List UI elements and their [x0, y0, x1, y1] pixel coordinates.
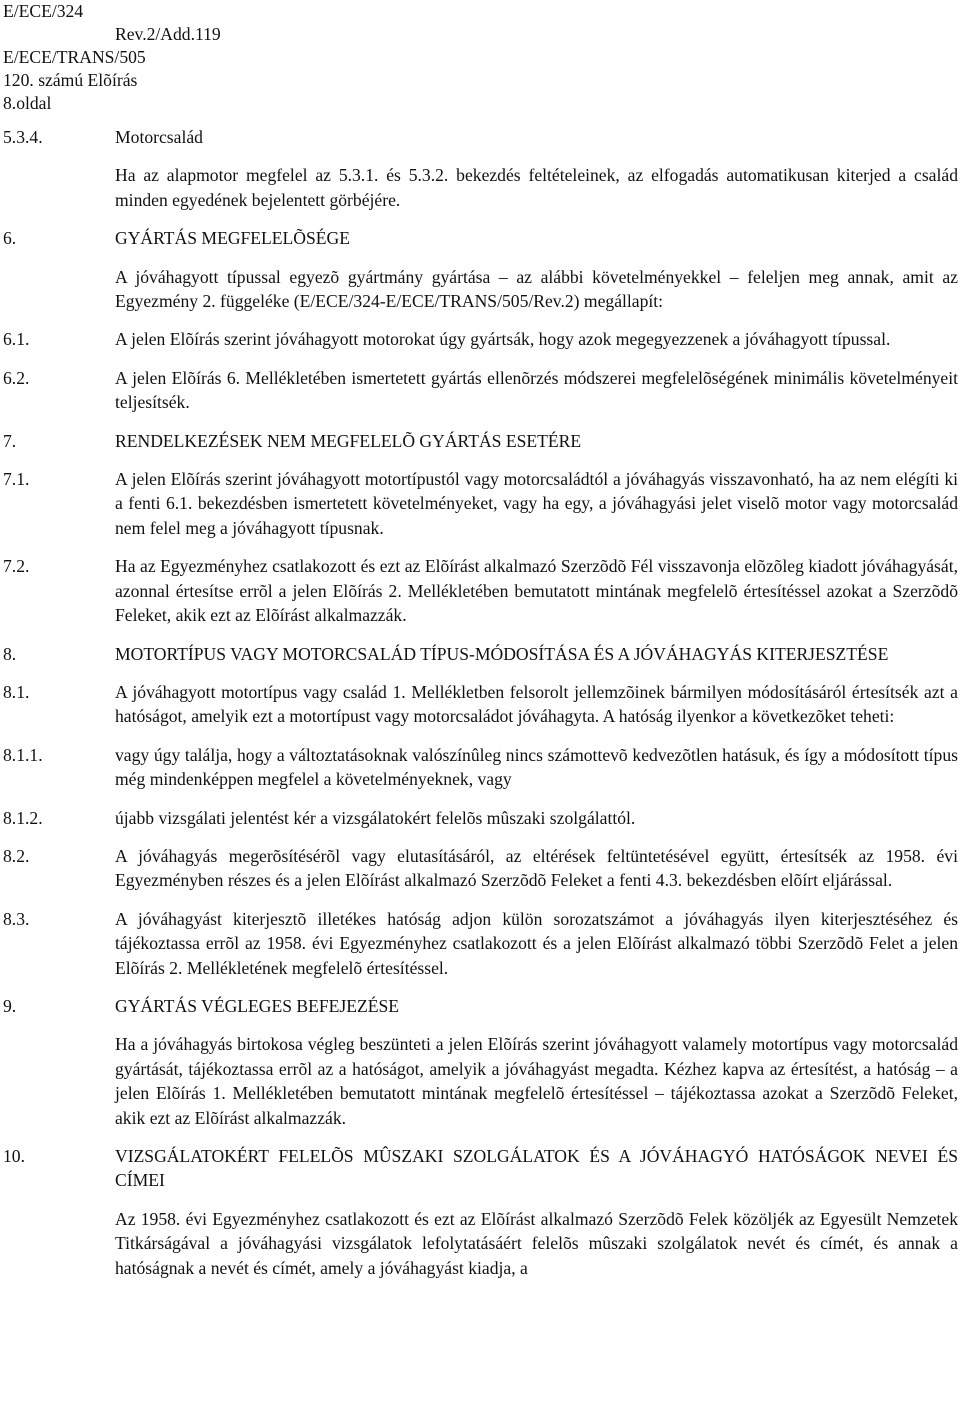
section-text: A jelen Elõírás 6. Mellékletében ismertetett gyártás ellenõrzés módszerei megfelelõségének minimális követelményeit teljesítsék.: [115, 367, 958, 413]
section-5-3-4-heading: [3, 125, 958, 149]
section-number: 6.: [3, 228, 17, 249]
section-6-heading: [3, 226, 958, 250]
section-number: 8.1.1.: [3, 744, 43, 765]
header-trans-symbol: E/ECE/TRANS/505: [3, 47, 146, 67]
section-6-2: [3, 366, 958, 415]
section-text: A jelen Elõírás szerint jóváhagyott motorokat úgy gyártsák, hogy azok megegyezzenek a jóváhagyott típussal.: [115, 329, 891, 350]
section-6-paragraph: A jóváhagyott típussal egyezõ gyártmány gyártása – az alábbi követelményekkel – feleljen meg annak, amit az Egyezmény 2. függeléke (E/ECE/324-E/ECE/TRANS/505/Rev.2) megállapít:: [115, 266, 958, 312]
section-number: 6.1.: [3, 329, 30, 350]
section-8-heading: [3, 642, 958, 666]
section-number: 9.: [3, 995, 17, 1016]
section-number: 7.1.: [3, 469, 30, 490]
section-title: GYÁRTÁS VÉGLEGES BEFEJEZÉSE: [115, 995, 400, 1016]
section-7-1: [3, 467, 958, 540]
section-10-paragraph: Az 1958. évi Egyezményhez csatlakozott és ezt az Elõírást alkalmazó Szerzõdõ Felek közöljék az Egyesült Nemzetek Titkárságával a jóváhagyási vizsgálatok lefolytatásáért felelõs mûszaki szolgálatok nevét és címét, és annak a hatóságnak a nevét és címét, amely a jóváhagyást kiadja, a: [115, 1208, 958, 1278]
header-regulation-number: 120. számú Elõírás: [3, 70, 138, 90]
section-6-1: [3, 327, 958, 351]
section-8-1-1: [3, 743, 958, 792]
document-header: [3, 0, 403, 115]
section-number: 6.2.: [3, 367, 30, 388]
document-body: [3, 125, 958, 1280]
section-8-1-2: [3, 806, 958, 830]
section-text: A jelen Elõírás szerint jóváhagyott motortípustól vagy motorcsaládtól a jóváhagyás visszavonható, ha az nem elégíti ki a fenti 6.1. bekezdésben ismertetett követelményeket, vagy ha egy, a jóváhagyási jelet viselõ motor vagy motorcsalád nem felel meg a jóváhagyott típusnak.: [115, 469, 958, 538]
section-title: GYÁRTÁS MEGFELELÕSÉGE: [115, 228, 350, 249]
header-symbol: E/ECE/324: [3, 1, 84, 21]
section-5-3-4-paragraph: Ha az alapmotor megfelel az 5.3.1. és 5.3.2. bekezdés feltételeinek, az elfogadás automatikusan kiterjed a család minden egyedének bejelentett görbéjére.: [115, 165, 958, 210]
section-9-heading: [3, 994, 958, 1018]
section-number: 10.: [3, 1146, 25, 1166]
section-8-2: [3, 844, 958, 893]
section-number: 7.: [3, 430, 17, 451]
section-text: újabb vizsgálati jelentést kér a vizsgálatokért felelõs mûszaki szolgálattól.: [115, 807, 636, 828]
section-10-heading: [3, 1144, 958, 1193]
section-text: A jóváhagyást kiterjesztõ illetékes hatóság adjon külön sorozatszámot a jóváhagyás ilyen kiterjesztéséhez és tájékoztassa errõl az 1958. évi Egyezményhez csatlakozott és a jelen Elõírást alkalmazó többi Szerzõdõ Felet a jelen Elõírás 2. Mellékletének megfelelõ értesítéssel.: [115, 908, 958, 978]
section-number: 8.2.: [3, 845, 30, 866]
section-number: 8.1.: [3, 681, 30, 702]
section-number: 5.3.4.: [3, 127, 43, 147]
section-number: 8.3.: [3, 908, 30, 929]
section-text: A jóváhagyás megerõsítésérõl vagy elutasításáról, az eltérések feltüntetésével együtt, értesítsék az 1958. évi Egyezményben részes és a jelen Elõírást alkalmazó Szerzõdõ Feleket a fenti 4.3. bekezdésben elõírt eljárással.: [115, 845, 958, 891]
section-7-heading: [3, 429, 958, 453]
section-text: vagy úgy találja, hogy a változtatásoknak valószínûleg nincs számottevõ kedvezõtlen hatásuk, és így a módosított típus még mindenképpen megfelel a követelményeknek, vagy: [115, 744, 958, 790]
header-revision-row: [3, 23, 403, 46]
section-title: MOTORTÍPUS VAGY MOTORCSALÁD TÍPUS-MÓDOSÍTÁSA ÉS A JÓVÁHAGYÁS KITERJESZTÉSE: [115, 643, 889, 664]
section-number: 7.2.: [3, 556, 30, 577]
section-7-2: [3, 554, 958, 627]
section-text: A jóváhagyott motortípus vagy család 1. Mellékletben felsorolt jellemzõinek bármilyen módosításáról értesítsék azt a hatóságot, amelyik ezt a motortípust vagy motorcsaládot jóváhagyta. A hatóság ilyenkor a következõket teheti:: [115, 681, 958, 727]
section-number: 8.: [3, 643, 17, 664]
section-8-3: [3, 907, 958, 980]
section-title: Motorcsalád: [115, 127, 203, 147]
header-page-number: 8.oldal: [3, 93, 52, 113]
section-text: Ha az Egyezményhez csatlakozott és ezt az Elõírást alkalmazó Szerzõdõ Fél visszavonja elõzõleg kiadott jóváhagyását, azonnal értesítse errõl a jelen Elõírás 2. Mellékletében bemutatott mintának megfelelõ értesítéssel azokat a Szerzõdõ Feleket, akik ezt az Elõírást alkalmazzák.: [115, 556, 958, 626]
section-title: RENDELKEZÉSEK NEM MEGFELELÕ GYÁRTÁS ESETÉRE: [115, 430, 582, 451]
section-8-1: [3, 680, 958, 729]
header-revision: Rev.2/Add.119: [115, 24, 221, 44]
section-9-paragraph: Ha a jóváhagyás birtokosa végleg beszünteti a jelen Elõírás szerint jóváhagyott valamely motortípus vagy motorcsalád gyártását, tájékoztassa errõl az a hatóságot, amelyik a jóváhagyást megadta. Kézhez kapva az értesítést, a hatóság – a jelen Elõírás 1. Mellékletében bemutatott mintának megfelelõ értesítéssel – tájékoztassa azokat a Szerzõdõ Feleket, akik ezt az Elõírást alkalmazzák.: [115, 1034, 958, 1128]
section-number: 8.1.2.: [3, 807, 43, 828]
section-title: VIZSGÁLATOKÉRT FELELÕS MÛSZAKI SZOLGÁLATOK ÉS A JÓVÁHAGYÓ HATÓSÁGOK NEVEI ÉS CÍMEI: [115, 1146, 958, 1191]
